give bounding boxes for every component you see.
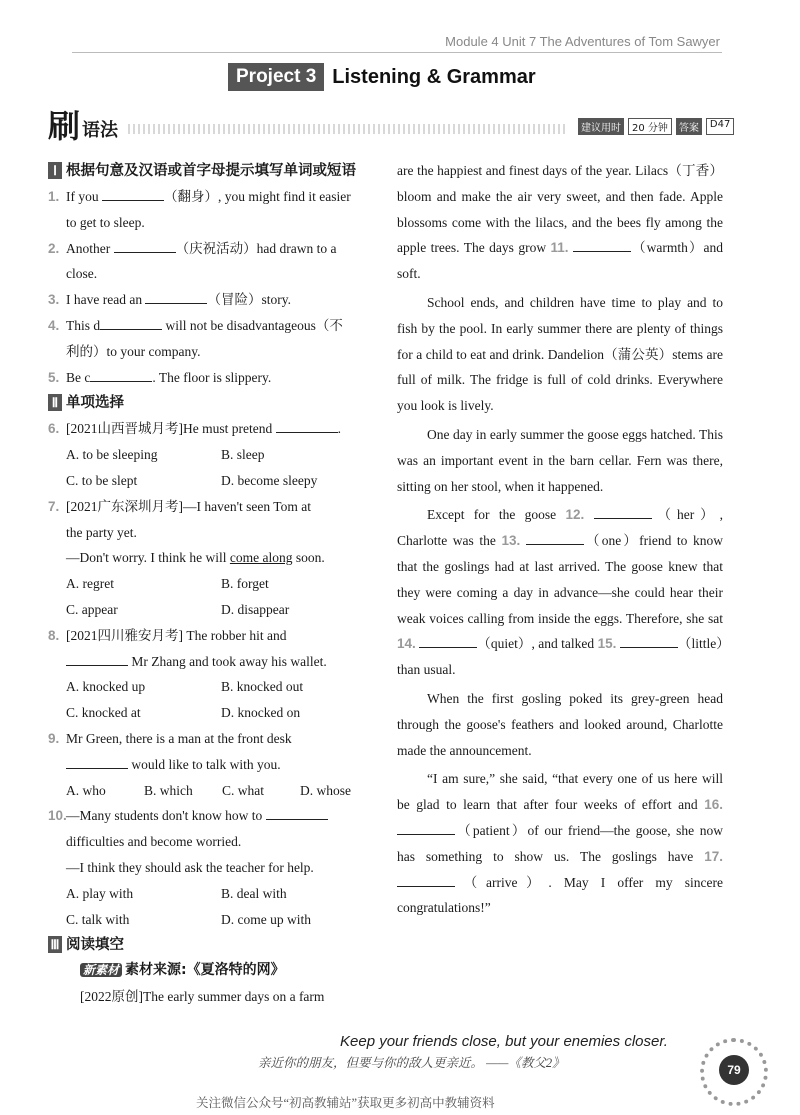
options <box>48 700 378 726</box>
answer-blank[interactable] <box>102 186 164 201</box>
option[interactable]: A. to be sleeping <box>66 447 158 463</box>
question-7 <box>48 494 378 520</box>
q-text: 利的）to your company. <box>66 343 201 359</box>
q-text: [2021四川雅安月考] The robber hit and <box>66 627 287 643</box>
answer-blank[interactable] <box>114 238 176 253</box>
option[interactable]: B. deal with <box>221 885 287 901</box>
option[interactable]: B. sleep <box>221 447 265 463</box>
q-number: 16. <box>704 797 723 813</box>
footer-quote-cn: 亲近你的朋友，但要与你的敌人更亲近。 ——《教父2》 <box>258 1056 565 1070</box>
section-decor-bar <box>128 124 568 134</box>
part1-heading <box>48 158 378 184</box>
option[interactable]: D. whose <box>300 782 351 798</box>
question-5 <box>48 365 378 391</box>
section-label: 语法 <box>82 120 119 141</box>
answer-blank[interactable] <box>573 237 631 252</box>
passage-text: （her）, Charlotte was the <box>397 507 723 549</box>
option[interactable]: C. knocked at <box>66 705 141 721</box>
passage-paragraph: One day in early summer the goose eggs hatched. This was an important event in the barn cellar. Fern was there, sitting on her stool, when it happened. <box>397 426 723 494</box>
option[interactable]: D. come up with <box>221 911 311 927</box>
passage-text: （arrive）. May I offer my sincere congratulations!” <box>397 874 723 916</box>
question-8 <box>48 623 378 649</box>
footer-quote-en: Keep your friends close, but your enemies closer. <box>340 1033 668 1050</box>
question-4 <box>48 313 378 339</box>
options <box>48 907 378 933</box>
passage-text: （patient）of our friend—the goose, she now has something to show us. The goslings have <box>397 822 723 864</box>
q-number: 5. <box>48 369 60 385</box>
options <box>48 442 378 468</box>
q-text: —I think they should ask the teacher for help. <box>66 859 314 875</box>
q-number: 17. <box>704 848 723 864</box>
roman-numeral: Ⅱ <box>48 394 62 411</box>
option[interactable]: B. which <box>144 782 193 798</box>
q-number: 10. <box>48 808 67 824</box>
q-number: 13. <box>501 533 521 549</box>
q-text: Be c <box>66 369 91 385</box>
q-text: the party yet. <box>66 524 137 540</box>
left-column <box>48 158 378 1010</box>
page-number: 79 <box>719 1055 749 1085</box>
passage-paragraph: When the first gosling poked its grey-green head through the goose's feathers and looked around, Charlotte made the announcement. <box>397 690 723 758</box>
option[interactable]: D. disappear <box>221 601 290 617</box>
passage-text: （little）than usual. <box>397 636 723 678</box>
option[interactable]: B. forget <box>221 576 269 592</box>
q-text: . The floor is slippery. <box>152 369 272 385</box>
answer-blank[interactable] <box>397 872 455 887</box>
q-number: 7. <box>48 498 60 514</box>
options <box>48 674 378 700</box>
answer-blank[interactable] <box>419 633 477 648</box>
option[interactable]: A. knocked up <box>66 679 146 695</box>
answer-blank[interactable] <box>100 315 162 330</box>
q-text <box>48 752 378 778</box>
question-9 <box>48 726 378 752</box>
section-big-char: 刷 <box>48 107 81 145</box>
passage-paragraph <box>397 766 723 921</box>
q-text: would like to talk with you. <box>128 756 281 772</box>
q-text: （翻身）, you might find it easier <box>164 189 351 204</box>
option[interactable]: A. regret <box>66 576 114 592</box>
option[interactable]: C. to be slept <box>66 472 138 488</box>
q-text: to get to sleep. <box>66 214 145 230</box>
q-number: 14. <box>397 636 416 652</box>
answer-blank[interactable] <box>397 820 455 835</box>
options <box>48 597 378 623</box>
q-text: Mr Green, there is a man at the front desk <box>66 730 292 746</box>
options <box>48 571 378 597</box>
passage-text: （warmth）and soft. <box>397 240 724 282</box>
passage-text: Except for the goose <box>427 507 566 523</box>
q-number: 11. <box>550 240 569 256</box>
section-title <box>48 107 119 145</box>
project-heading <box>228 63 536 91</box>
q-text: [2021广东深圳月考]—I haven't seen Tom at <box>66 498 311 514</box>
underlined-phrase: come along <box>229 550 293 566</box>
passage-paragraph <box>397 158 723 287</box>
time-value: 20 分钟 <box>628 118 672 135</box>
material-source <box>48 958 378 984</box>
answer-blank[interactable] <box>66 651 128 666</box>
question-1 <box>48 184 378 210</box>
q-text: soon. <box>292 550 325 566</box>
passage-text: （quiet）, and talked <box>477 636 598 652</box>
q-number: 2. <box>48 240 60 256</box>
q-text: （冒险）story. <box>207 292 291 308</box>
passage-intro: [2022原创]The early summer days on a farm <box>80 989 325 1005</box>
q-text: difficulties and become worried. <box>66 834 242 850</box>
q-text: This d <box>66 317 101 333</box>
q-text: —Don't worry. I think he will <box>66 550 230 566</box>
header-rule <box>72 52 722 53</box>
option[interactable]: D. knocked on <box>221 705 301 721</box>
option[interactable]: C. talk with <box>66 911 130 927</box>
q-text: will not be disadvantageous（不 <box>162 317 343 333</box>
answer-blank[interactable] <box>66 754 128 769</box>
q-number: 9. <box>48 730 60 746</box>
option[interactable]: C. appear <box>66 601 118 617</box>
q-text: Another <box>66 240 114 256</box>
answer-label: 答案 <box>676 118 702 135</box>
answer-blank[interactable] <box>620 633 678 648</box>
answer-blank[interactable] <box>594 504 652 519</box>
passage-text: “I am sure,” she said, “that every one of us here will be glad to learn that after four weeks of effort and <box>397 771 723 813</box>
q-text <box>48 649 378 675</box>
option[interactable]: A. play with <box>66 885 134 901</box>
option[interactable]: D. become sleepy <box>221 472 318 488</box>
footer-note: 关注微信公众号“初高教辅站”获取更多初高中教辅资料 <box>196 1096 495 1110</box>
new-material-badge: 新素材 <box>80 963 122 977</box>
answer-blank[interactable] <box>526 530 584 545</box>
roman-numeral: Ⅰ <box>48 162 62 179</box>
q-text: [2021山西晋城月考]He must pretend <box>66 421 276 437</box>
q-text: If you <box>66 189 102 204</box>
project-title: Listening & Grammar <box>332 65 536 88</box>
part1-title: 根据句意及汉语或首字母提示填写单词或短语 <box>66 163 356 179</box>
options <box>48 778 378 804</box>
answer-blank[interactable] <box>90 367 152 382</box>
answer-blank[interactable] <box>145 289 207 304</box>
q-text <box>48 545 378 571</box>
q-text: Mr Zhang and took away his wallet. <box>128 653 327 669</box>
q-number: 12. <box>565 507 585 523</box>
question-2 <box>48 236 378 262</box>
answer-blank[interactable] <box>266 805 328 820</box>
options <box>48 881 378 907</box>
passage-paragraph <box>397 502 723 683</box>
right-column <box>397 158 723 924</box>
time-label: 建议用时 <box>578 118 624 135</box>
q-number: 8. <box>48 627 60 643</box>
part2-heading <box>48 390 378 416</box>
question-6: 6. [2021山西晋城月考]He must pretend . <box>48 416 378 442</box>
passage-paragraph: School ends, and children have time to play and to fish by the pool. In early summer there are plenty of things for a child to eat and drink. Dandelion（蒲公英）stems are full of milk. The fridge is full of cold drinks. Everywhere you look is lively. <box>397 294 723 414</box>
q-number: 1. <box>48 189 60 204</box>
running-header: Module 4 Unit 7 The Adventures of Tom Sawyer <box>445 34 720 49</box>
part3-heading <box>48 932 378 958</box>
q-number: 4. <box>48 317 60 333</box>
q-text: close. <box>66 266 98 282</box>
passage-text: （one）friend to know that the goslings had at last arrived. The goose knew that they were coming a day in advance—she could hear their weak voices calling from inside the eggs. Therefore, she sat <box>397 533 723 626</box>
question-3 <box>48 287 378 313</box>
q-number: 6. <box>48 421 60 437</box>
q-text: —Many students don't know how to <box>66 808 266 824</box>
option[interactable]: B. knocked out <box>221 679 304 695</box>
option[interactable]: A. who <box>66 782 106 798</box>
roman-numeral: Ⅲ <box>48 936 62 953</box>
q-text: （庆祝活动）had drawn to a <box>175 240 337 256</box>
part2-title: 单项选择 <box>66 395 124 412</box>
part3-title: 阅读填空 <box>66 937 124 954</box>
project-badge: Project 3 <box>228 63 324 91</box>
passage-text: are the happiest and finest days of the year. Lilacs（丁香）bloom and make the air very sweet, and then fade. Apple blossoms come with the lilacs, and the bees fly among the apple trees. The days grow <box>397 163 723 256</box>
section-meta <box>578 118 734 135</box>
question-10 <box>48 803 378 829</box>
options <box>48 468 378 494</box>
q-number: 15. <box>597 636 617 652</box>
answer-page: D47 <box>706 118 734 135</box>
q-text: I have read an <box>66 292 146 308</box>
option[interactable]: C. what <box>222 782 264 798</box>
q-number: 3. <box>48 292 60 308</box>
answer-blank[interactable] <box>276 418 338 433</box>
source-text: 素材来源:《夏洛特的网》 <box>125 962 285 979</box>
